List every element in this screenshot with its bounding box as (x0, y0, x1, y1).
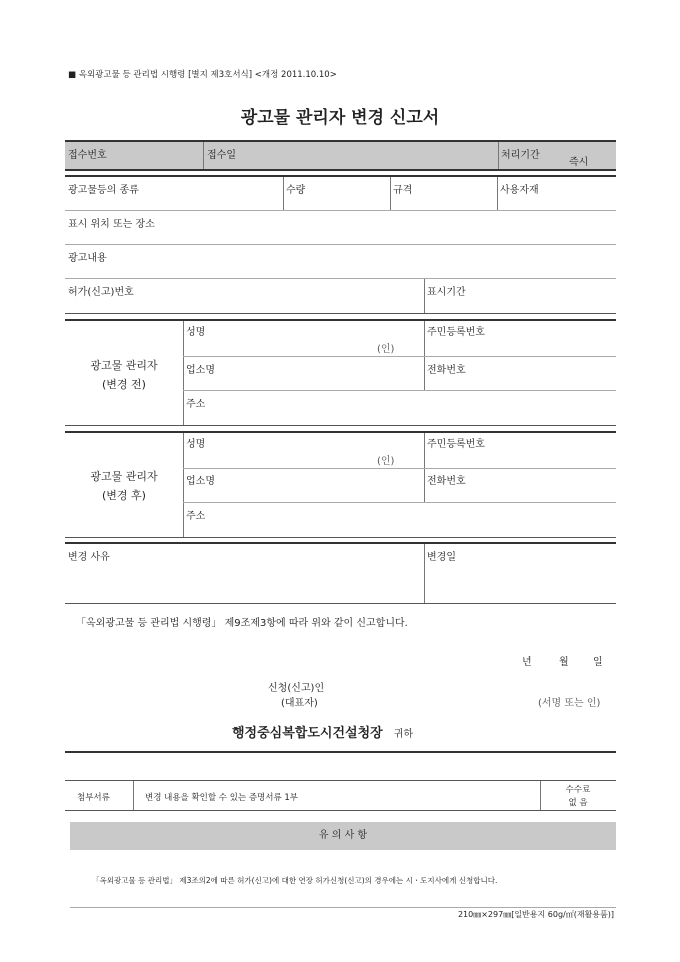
recipient-name: 행정중심복합도시건설청장 (232, 726, 383, 741)
before-resident-number-field[interactable]: 주민등록번호 (427, 327, 485, 338)
after-business-name-field[interactable]: 업소명 (186, 476, 215, 487)
before-name-field[interactable]: 성명 (186, 327, 206, 338)
divider (65, 278, 616, 279)
declaration-text: 「옥외광고물 등 관리법 시행령」 제9조제3항에 따라 위와 같이 신고합니다. (76, 618, 408, 629)
size-field[interactable]: 규격 (393, 185, 413, 196)
manager-before-title-line1: 광고물 관리자 (90, 359, 158, 372)
change-date-field[interactable]: 변경일 (427, 552, 456, 563)
notes-text: 「옥외광고물 등 관리법」 제3조의2에 따른 허가(신고)에 대한 연장 허가신청(신고)의 경우에는 시ㆍ도지사에게 신청합니다. (92, 876, 498, 885)
divider (424, 544, 425, 603)
divider (183, 356, 616, 357)
after-name-field[interactable]: 성명 (186, 439, 206, 450)
divider (65, 169, 616, 171)
signature-field[interactable]: (서명 또는 인) (538, 698, 601, 709)
quantity-field[interactable]: 수량 (286, 185, 306, 196)
date-day-field[interactable]: 일 (593, 657, 603, 668)
divider (497, 177, 498, 210)
receipt-date-label: 접수일 (207, 150, 236, 161)
divider (390, 177, 391, 210)
divider (283, 177, 284, 210)
divider (65, 319, 616, 321)
manager-before-title (65, 356, 183, 394)
display-period-field[interactable]: 표시기간 (427, 287, 466, 298)
receipt-number-label: 접수번호 (68, 150, 107, 161)
ad-content-field[interactable]: 광고내용 (68, 253, 107, 264)
manager-after-title (65, 467, 183, 505)
divider (183, 502, 616, 503)
notes-title: 유 의 사 항 (70, 822, 616, 850)
ad-type-field[interactable]: 광고물등의 종류 (68, 185, 139, 196)
change-reason-field[interactable]: 변경 사유 (68, 552, 110, 563)
form-title: 광고물 관리자 변경 신고서 (240, 108, 440, 128)
divider (203, 142, 204, 169)
manager-after-title-line1: 광고물 관리자 (90, 470, 158, 483)
applicant-label: 신청(신고)인 (268, 683, 325, 694)
divider (498, 142, 499, 169)
fee-value: 없 음 (568, 798, 588, 808)
divider (65, 810, 616, 811)
representative-label: (대표자) (281, 698, 318, 709)
fee-label: 수수료 (565, 785, 591, 795)
before-business-name-field[interactable]: 업소명 (186, 365, 215, 376)
divider (183, 321, 184, 425)
material-field[interactable]: 사용자재 (500, 185, 539, 196)
manager-after-title-line2: (변경 후) (102, 489, 146, 502)
manager-before-title-line2: (변경 전) (102, 378, 146, 391)
square-bullet-icon: ■ (68, 70, 77, 80)
divider (65, 603, 616, 604)
permit-number-field[interactable]: 허가(신고)번호 (68, 287, 134, 298)
location-field[interactable]: 표시 위치 또는 장소 (68, 219, 155, 230)
divider (65, 780, 616, 781)
divider (424, 279, 425, 313)
legal-ref-text: 옥외광고물 등 관리법 시행령 [별지 제3호서식] <개정 2011.10.10> (78, 70, 337, 80)
divider (65, 537, 616, 538)
divider (65, 210, 616, 211)
form-legal-reference (68, 68, 337, 80)
divider (65, 431, 616, 433)
after-address-field[interactable]: 주소 (186, 511, 206, 522)
divider (183, 433, 184, 537)
recipient-suffix: 귀하 (393, 729, 414, 740)
divider (65, 425, 616, 426)
paper-spec-footer: 210㎜×297㎜[일반용지 60g/㎡(재활용품)] (457, 910, 614, 919)
date-year-field[interactable]: 년 (522, 657, 532, 668)
processing-period-value: 즉시 (569, 157, 589, 168)
divider (133, 781, 134, 810)
divider (65, 542, 616, 544)
date-month-field[interactable]: 월 (559, 657, 569, 668)
attachments-content: 변경 내용을 확인할 수 있는 증명서류 1부 (145, 793, 298, 803)
divider (183, 390, 616, 391)
after-resident-number-field[interactable]: 주민등록번호 (427, 439, 485, 450)
before-address-field[interactable]: 주소 (186, 399, 206, 410)
divider (183, 468, 616, 469)
divider (65, 751, 616, 753)
recipient (232, 722, 413, 741)
divider (65, 244, 616, 245)
before-phone-field[interactable]: 전화번호 (427, 365, 466, 376)
after-phone-field[interactable]: 전화번호 (427, 476, 466, 487)
before-seal-mark: (인) (377, 344, 395, 355)
processing-period-label: 처리기간 (501, 150, 540, 161)
divider (65, 313, 616, 314)
after-seal-mark: (인) (377, 456, 395, 467)
attachments-label: 첨부서류 (77, 793, 110, 803)
divider (65, 175, 616, 177)
divider (70, 907, 616, 908)
